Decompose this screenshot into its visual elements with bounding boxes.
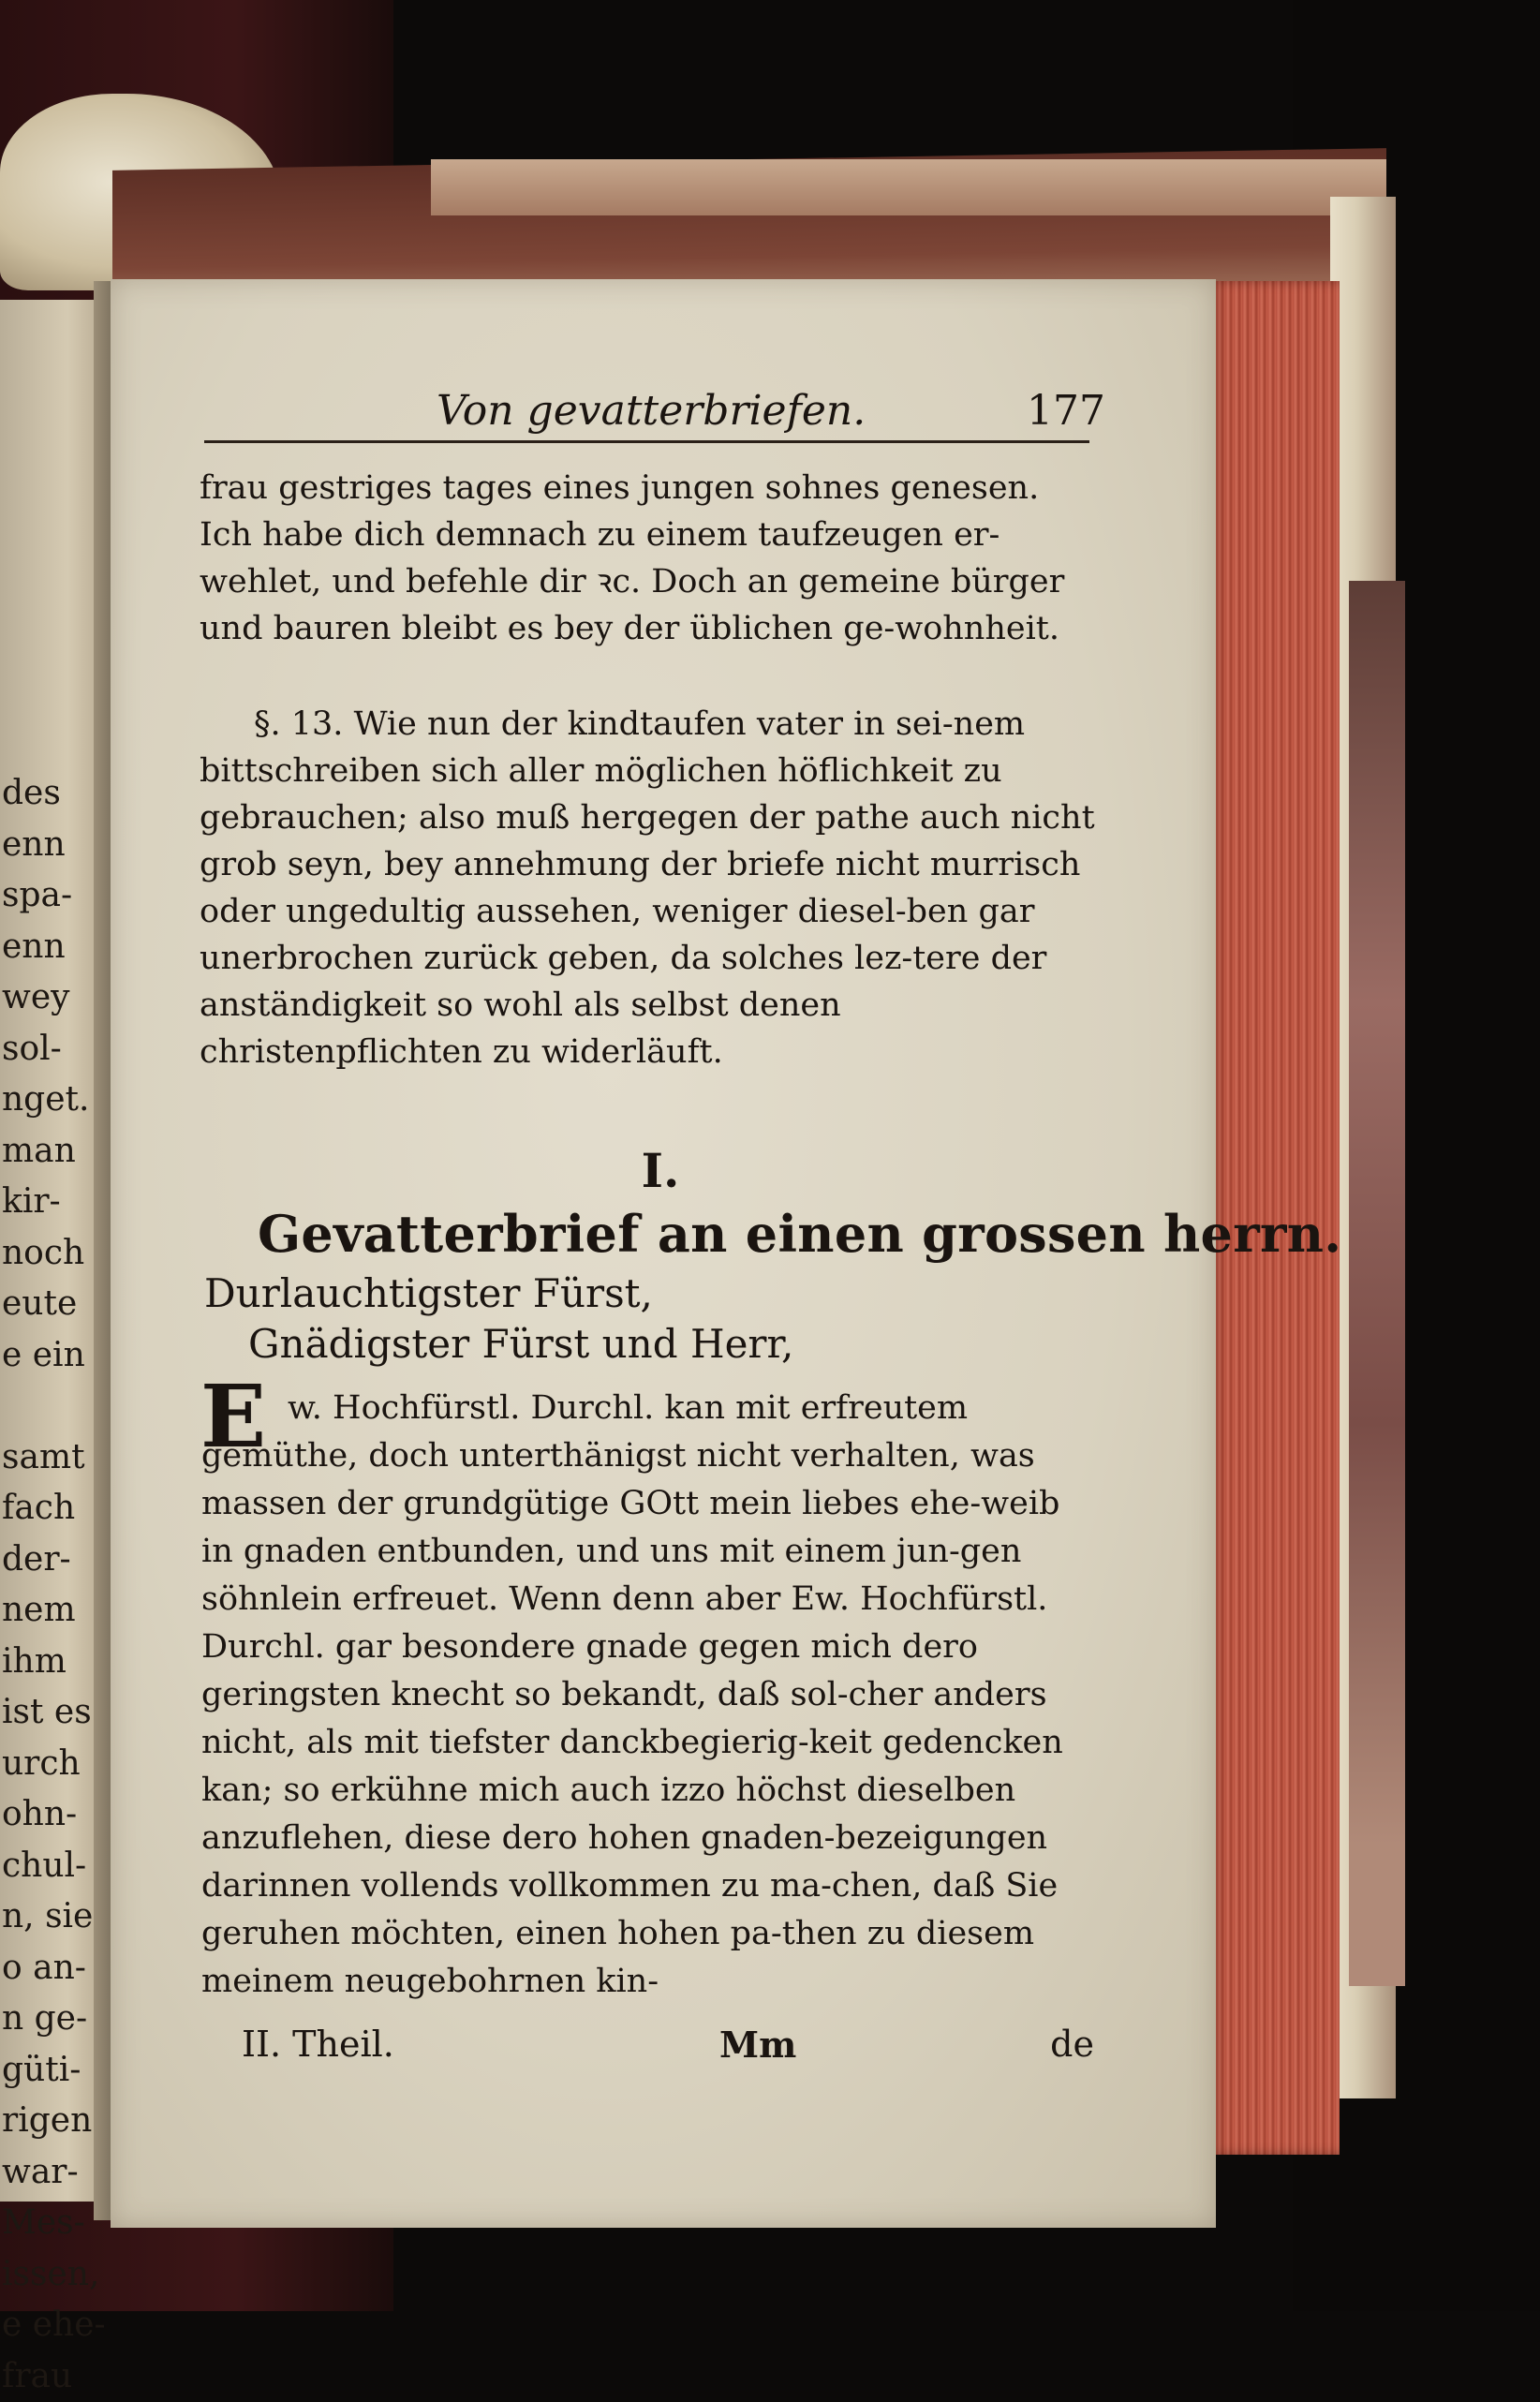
salutation-line-1: Durlauchtigster Fürst, bbox=[204, 1270, 653, 1316]
left-page-fragment: samt bbox=[2, 1432, 106, 1484]
catchword: de bbox=[1050, 2024, 1094, 2065]
left-page-fragment: ohn- bbox=[2, 1789, 106, 1841]
salutation-line-2: Gnädigster Fürst und Herr, bbox=[248, 1321, 793, 1367]
left-page-fragment: ihm bbox=[2, 1637, 106, 1688]
left-page-fragment: enn bbox=[2, 922, 106, 973]
paragraph-2 bbox=[200, 701, 1099, 1075]
left-page-fragment: nem bbox=[2, 1585, 106, 1637]
page-footer bbox=[242, 2024, 1088, 2070]
left-page-fragment: enn bbox=[2, 820, 106, 871]
header-rule bbox=[204, 440, 1089, 443]
left-page-fragment: chul- bbox=[2, 1841, 106, 1892]
running-head: Von gevatterbriefen. bbox=[437, 387, 866, 435]
left-page-fragment: wey bbox=[2, 972, 106, 1024]
left-page-fragment: issen, bbox=[2, 2249, 106, 2301]
drop-cap: E bbox=[200, 1373, 266, 1460]
left-page-fragment: kir- bbox=[2, 1177, 106, 1228]
left-page-fragment: spa- bbox=[2, 870, 106, 922]
left-page-fragment: rigen bbox=[2, 2096, 106, 2147]
paragraph-1: frau gestriges tages eines jungen sohnes genesen. Ich habe dich demnach zu einem taufzeugen er-wehlet, und befehle dir ꝛc. Doch an gemeine bürger und bauren bleibt es bey der üblichen ge-wohnheit. bbox=[200, 465, 1099, 652]
letter-title: Gevatterbrief an einen grossen herrn. bbox=[258, 1204, 1341, 1264]
marbled-endpaper bbox=[1349, 581, 1405, 1986]
left-page-fragment: Mes- bbox=[2, 2198, 106, 2249]
page-header bbox=[202, 387, 1090, 443]
left-page-fragment: man bbox=[2, 1126, 106, 1178]
left-page-fragment: urch bbox=[2, 1739, 106, 1790]
left-page-fragment: war- bbox=[2, 2147, 106, 2199]
page-number: 177 bbox=[1027, 387, 1105, 435]
left-page-fragment: des bbox=[2, 768, 106, 820]
left-page-fragment bbox=[2, 1381, 106, 1432]
left-page-fragment: güti- bbox=[2, 2045, 106, 2097]
signature-mark: II. Theil. bbox=[242, 2024, 394, 2065]
cover-edge bbox=[431, 159, 1386, 215]
paragraph-2-text: Wie nun der kindtaufen vater in sei-nem bittschreiben sich aller möglichen höflichkeit zu gebrauchen; also muß hergegen der pathe auch nicht grob seyn, bey annehmung der briefe nicht murrisch oder ungedultig aussehen, weniger diesel-ben gar unerbrochen zurück geben, da solches lez-tere der anständigkeit so wohl als selbst denen christenpflichten zu widerläuft. bbox=[200, 705, 1095, 1071]
letter-body: w. Hochfürstl. Durchl. kan mit erfreutem gemüthe, doch unterthänigst nicht verhalten, was massen der grundgütige GOtt mein liebes ehe-weib in gnaden entbunden, und uns mit einem jun-gen söhnlein erfreuet. Wenn denn aber Ew. Hochfürstl. Durchl. gar besondere gnade gegen mich dero geringsten knecht so bekandt, daß sol-cher anders nicht, als mit tiefster danckbegierig-keit gedencken kan; so erkühne mich auch izzo höchst dieselben anzuflehen, diese dero hohen gnaden-bezeigungen darinnen vollends vollkommen zu ma-chen, daß Sie geruhen möchten, einen hohen pa-then zu diesem meinem neugebohrnen kin- bbox=[201, 1385, 1101, 2006]
left-page-fragment: n, sie bbox=[2, 1891, 106, 1943]
left-page-fragments bbox=[2, 768, 106, 2402]
left-page-fragment: sol- bbox=[2, 1024, 106, 1075]
left-page-fragment: e ehe- bbox=[2, 2300, 106, 2351]
left-page-fragment: der- bbox=[2, 1535, 106, 1586]
left-page-fragment: o an- bbox=[2, 1943, 106, 1994]
left-page-fragment: ist es bbox=[2, 1687, 106, 1739]
section-mark: §. 13. bbox=[254, 705, 343, 743]
left-page-fragment: fach bbox=[2, 1483, 106, 1535]
left-page-fragment: n ge- bbox=[2, 1994, 106, 2045]
left-page-fragment: frau bbox=[2, 2351, 106, 2402]
left-page-fragment: eute bbox=[2, 1279, 106, 1330]
left-page-fragment: noch bbox=[2, 1228, 106, 1280]
left-page-fragment: e ein bbox=[2, 1330, 106, 1382]
letter-number: I. bbox=[0, 1143, 1321, 1198]
left-page-fragment: nget. bbox=[2, 1075, 106, 1126]
sheet-mark: Mm bbox=[719, 2024, 796, 2066]
